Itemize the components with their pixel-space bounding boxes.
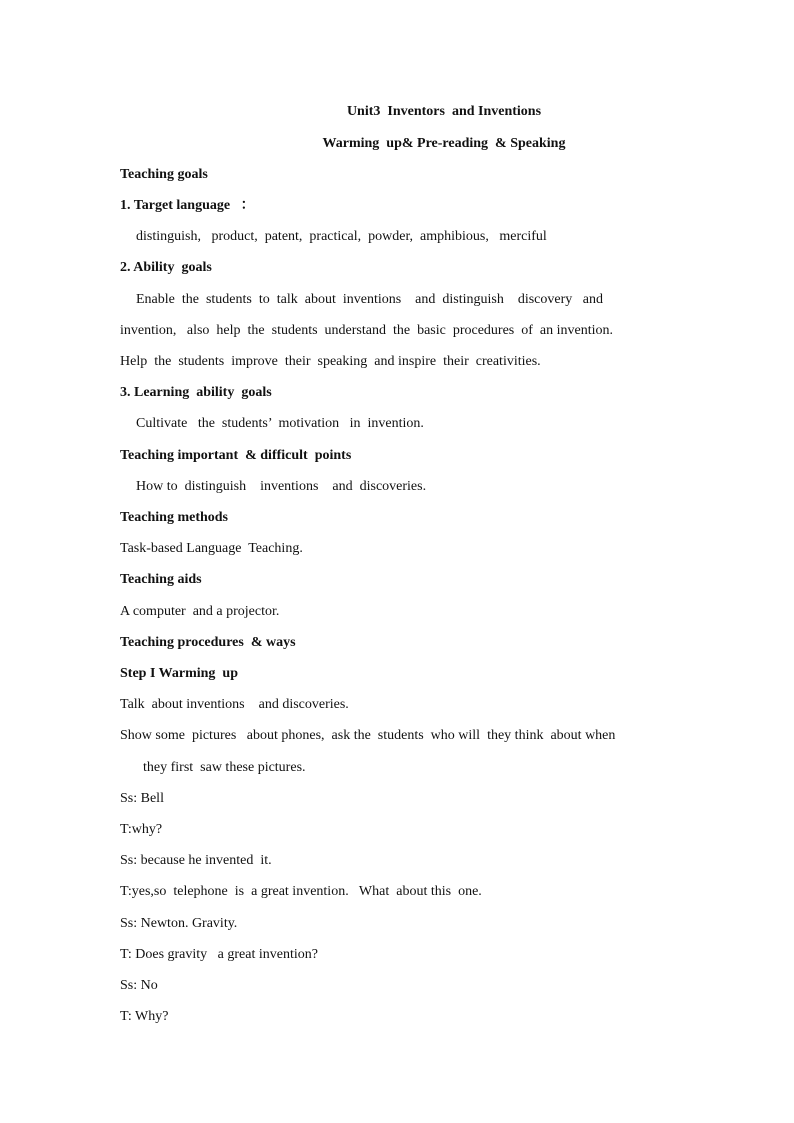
target-language-words: distinguish, product, patent, practical, powder, amphibious, merciful [136,229,547,244]
document-title: Unit3 Inventors and Inventions [346,104,542,119]
subheading-target-language: 1. Target language ： [120,198,255,213]
ability-goals-line-1: Enable the students to talk about inventions and distinguish discovery and [136,292,603,307]
dialogue-line: T:why? [120,822,163,837]
dialogue-line: Ss: Bell [120,791,164,806]
teaching-aids-line-1: A computer and a projector. [120,604,280,619]
step-1-show-line-2: they first saw these pictures. [143,760,306,775]
learning-ability-goals-line-1: Cultivate the students’ motivation in invention. [136,416,424,431]
dialogue-line: T:yes,so telephone is a great invention. What about this one. [120,884,482,899]
section-heading-teaching-procedures: Teaching procedures & ways [120,635,296,650]
ability-goals-line-2: invention, also help the students understand the basic procedures of an invention. [120,323,614,338]
important-points-line-1: How to distinguish inventions and discoveries. [136,479,427,494]
section-heading-teaching-methods: Teaching methods [120,510,229,525]
subheading-ability-goals: 2. Ability goals [120,260,212,275]
dialogue-line: Ss: Newton. Gravity. [120,916,238,931]
dialogue-line: Ss: No [120,978,158,993]
dialogue-line: Ss: because he invented it. [120,853,272,868]
step-1-heading: Step I Warming up [120,666,238,681]
dialogue-line: T: Does gravity a great invention? [120,947,318,962]
section-heading-important-points: Teaching important & difficult points [120,448,352,463]
dialogue-line: T: Why? [120,1009,169,1024]
ability-goals-line-3: Help the students improve their speaking and inspire their creativities. [120,354,541,369]
step-1-show-line-1: Show some pictures about phones, ask the students who will they think about when [120,728,616,743]
teaching-methods-line-1: Task-based Language Teaching. [120,541,303,556]
document-subtitle: Warming up& Pre-reading & Speaking [322,136,566,151]
section-heading-teaching-aids: Teaching aids [120,572,202,587]
section-heading-teaching-goals: Teaching goals [120,167,208,182]
step-1-intro: Talk about inventions and discoveries. [120,697,349,712]
subheading-learning-ability-goals: 3. Learning ability goals [120,385,272,400]
